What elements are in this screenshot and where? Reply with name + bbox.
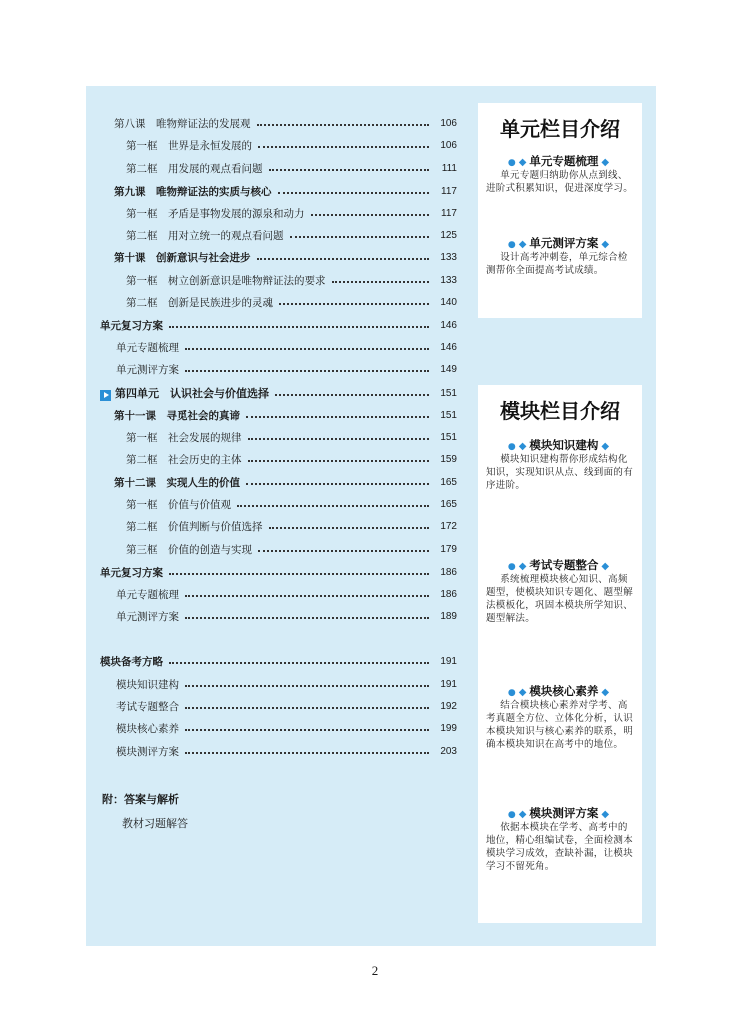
module-item-desc: 依据本模块在学考、高考中的地位，精心组编试卷，全面检测本模块学习成效，查缺补漏，让模块学习不留死角。 — [486, 822, 634, 872]
module-item-title: 模块测评方案 — [529, 806, 599, 820]
toc-page-number: 125 — [440, 230, 457, 241]
toc-entry-label: 第九课 唯物辩证法的实质与核心 — [114, 186, 272, 198]
unit-item-desc: 单元专题归纳助你从点到线、进阶式积累知识，促进深度学习。 — [486, 170, 634, 194]
toc-entry-label: 第三框 价值的创造与实现 — [126, 544, 252, 556]
toc-entry — [100, 562, 457, 584]
toc-leader-dots — [169, 662, 429, 664]
toc-page-number: 117 — [441, 186, 457, 197]
toc-entry — [126, 203, 457, 225]
toc-page-number: 133 — [440, 252, 457, 263]
toc-entry — [100, 651, 457, 673]
module-item-title: 考试专题整合 — [529, 558, 599, 572]
toc-page-number: 165 — [440, 499, 457, 510]
toc-leader-dots — [185, 595, 429, 597]
toc-entry-label: 第一框 世界是永恒发展的 — [126, 140, 252, 152]
toc-entry — [100, 315, 457, 337]
appendix-item: 教材习题解答 — [122, 817, 188, 830]
toc-page-number: 159 — [440, 454, 457, 465]
toc-entry-label: 第二框 用对立统一的观点看问题 — [126, 230, 284, 242]
toc-entry — [116, 696, 457, 718]
unit-item-title: 单元专题梳理 — [529, 154, 599, 168]
toc-leader-dots — [257, 258, 430, 260]
toc-leader-dots — [269, 169, 430, 171]
toc-entry — [126, 158, 457, 180]
module-intro-item: ● ◆ 模块核心素养 ◆ 结合模块核心素养对学考、高考真题全方位、立体化分析，认识本模块知识与核心素养的联系，明确本模块知识在高考中的地位。 — [478, 683, 642, 751]
toc-page-number: 199 — [440, 723, 457, 734]
toc-entry — [114, 247, 457, 269]
unit-intro-item: ● ◆ 单元专题梳理 ◆ 单元专题归纳助你从点到线、进阶式积累知识，促进深度学习。 — [478, 153, 642, 195]
unit-intro-card — [478, 103, 642, 318]
toc-entry-label: 单元专题梳理 — [116, 342, 179, 354]
toc-leader-dots — [246, 416, 429, 418]
toc-page-number: 203 — [440, 746, 457, 757]
toc-page-number: 191 — [440, 656, 457, 667]
toc-entry — [126, 135, 457, 157]
toc-page-number: 165 — [440, 477, 457, 488]
toc-page-number: 186 — [440, 589, 457, 600]
toc-page-number: 179 — [440, 544, 457, 555]
toc-entry-label: 单元测评方案 — [116, 364, 179, 376]
toc-entry-label: 单元复习方案 — [100, 567, 163, 579]
toc-entry-label: 第二框 社会历史的主体 — [126, 454, 242, 466]
toc-page-number: 106 — [440, 118, 457, 129]
toc-leader-dots — [248, 460, 430, 462]
appendix-title: 附：答案与解析 — [102, 793, 179, 806]
toc-leader-dots — [311, 214, 430, 216]
toc-page-number: 106 — [440, 140, 457, 151]
module-item-desc: 系统梳理模块核心知识、高频题型，使模块知识专题化、题型解法模板化，巩固本模块所学知识、题型解法。 — [486, 574, 634, 624]
toc-entry — [116, 359, 457, 381]
toc-entry-label: 模块测评方案 — [116, 746, 179, 758]
toc-leader-dots — [248, 438, 430, 440]
toc-entry-label: 第四单元 认识社会与价值选择 — [115, 387, 269, 400]
toc-leader-dots — [169, 573, 429, 575]
toc-entry-label: 单元测评方案 — [116, 611, 179, 623]
toc-leader-dots — [290, 236, 430, 238]
toc-entry-label: 第二框 创新是民族进步的灵魂 — [126, 297, 273, 309]
module-intro-item: ● ◆ 考试专题整合 ◆ 系统梳理模块核心知识、高频题型，使模块知识专题化、题型解法模板化，巩固本模块所学知识、题型解法。 — [478, 557, 642, 625]
toc-entry-label: 第十一课 寻觅社会的真谛 — [114, 410, 240, 422]
toc-page-number: 172 — [440, 521, 457, 532]
toc-entry — [126, 494, 457, 516]
toc-page-number: 146 — [440, 320, 457, 331]
toc-leader-dots — [258, 146, 429, 148]
module-item-title: 模块核心素养 — [529, 684, 599, 698]
unit-intro-title: 单元栏目介绍 — [500, 117, 620, 141]
module-item-desc: 结合模块核心素养对学考、高考真题全方位、立体化分析，认识本模块知识与核心素养的联系，明确本模块知识在高考中的地位。 — [486, 700, 634, 750]
toc-leader-dots — [269, 527, 430, 529]
toc-entry — [126, 516, 457, 538]
toc-entry-label: 模块备考方略 — [100, 656, 163, 668]
toc-entry-label: 第一框 树立创新意识是唯物辩证法的要求 — [126, 275, 326, 287]
toc-page-number: 140 — [440, 297, 457, 308]
toc-entry-label: 第八课 唯物辩证法的发展观 — [114, 118, 251, 130]
module-intro-title: 模块栏目介绍 — [500, 399, 620, 423]
toc-leader-dots — [185, 752, 429, 754]
toc-page-number: 149 — [440, 364, 457, 375]
toc-entry-label: 第二框 价值判断与价值选择 — [126, 521, 263, 533]
toc-leader-dots — [237, 505, 429, 507]
toc-entry — [116, 674, 457, 696]
toc-entry-label: 模块知识建构 — [116, 679, 179, 691]
toc-leader-dots — [185, 729, 429, 731]
toc-page-number: 151 — [440, 432, 457, 443]
toc-entry — [114, 405, 457, 427]
toc-page-number: 192 — [440, 701, 457, 712]
module-intro-item: ● ◆ 模块测评方案 ◆ 依据本模块在学考、高考中的地位，精心组编试卷，全面检测本模块学习成效，查缺补漏，让模块学习不留死角。 — [478, 805, 642, 873]
toc-entry — [116, 718, 457, 740]
toc-entry-label: 第一框 社会发展的规律 — [126, 432, 242, 444]
toc-entry-label: 单元复习方案 — [100, 320, 163, 332]
toc-entry — [126, 225, 457, 247]
toc-page-number: 117 — [441, 208, 457, 219]
toc-leader-dots — [185, 685, 429, 687]
unit-item-title: 单元测评方案 — [529, 236, 599, 250]
toc-entry — [126, 270, 457, 292]
toc-page-number: 191 — [440, 679, 457, 690]
toc-entry — [126, 449, 457, 471]
toc-entry — [126, 539, 457, 561]
toc-leader-dots — [169, 326, 429, 328]
toc-leader-dots — [258, 550, 429, 552]
unit-intro-item: ● ◆ 单元测评方案 ◆ 设计高考冲刺卷，单元综合检测帮你全面提高考试成绩。 — [478, 235, 642, 277]
toc-leader-dots — [185, 348, 429, 350]
toc-leader-dots — [246, 483, 429, 485]
toc-page-number: 133 — [440, 275, 457, 286]
toc-leader-dots — [278, 192, 430, 194]
toc-entry — [116, 337, 457, 359]
toc-leader-dots — [185, 617, 429, 619]
page-number: 2 — [371, 963, 379, 978]
toc-entry-label: 第一框 矛盾是事物发展的源泉和动力 — [126, 208, 305, 220]
module-intro-item: ● ◆ 模块知识建构 ◆ 模块知识建构帮你形成结构化知识，实现知识从点、线到面的有序进阶。 — [478, 437, 642, 492]
toc-entry — [116, 606, 457, 628]
toc-entry — [114, 472, 457, 494]
toc-entry-label: 模块核心素养 — [116, 723, 179, 735]
toc-entry-label: 考试专题整合 — [116, 701, 179, 713]
toc-leader-dots — [332, 281, 430, 283]
toc-entry-label: 第二框 用发展的观点看问题 — [126, 163, 263, 175]
toc-entry — [114, 113, 457, 135]
toc-page-number: 111 — [441, 163, 457, 174]
toc-page-number: 146 — [440, 342, 457, 353]
unit-item-desc: 设计高考冲刺卷，单元综合检测帮你全面提高考试成绩。 — [486, 252, 628, 276]
toc-entry — [126, 427, 457, 449]
toc-page-number: 189 — [440, 611, 457, 622]
toc-page-number: 151 — [440, 388, 457, 399]
toc-entry-label: 第一框 价值与价值观 — [126, 499, 231, 511]
toc-page-number: 186 — [440, 567, 457, 578]
play-icon — [100, 390, 111, 401]
toc-leader-dots — [185, 370, 429, 372]
module-intro-card — [478, 385, 642, 923]
toc-leader-dots — [257, 124, 430, 126]
toc-leader-dots — [185, 707, 429, 709]
toc-page-number: 151 — [440, 410, 457, 421]
toc-entry-label: 单元专题梳理 — [116, 589, 179, 601]
toc-entry — [116, 741, 457, 763]
toc-entry-label: 第十二课 实现人生的价值 — [114, 477, 240, 489]
toc-leader-dots — [275, 394, 429, 396]
toc-entry — [114, 181, 457, 203]
toc-leader-dots — [279, 303, 429, 305]
module-item-desc: 模块知识建构帮你形成结构化知识，实现知识从点、线到面的有序进阶。 — [486, 454, 634, 491]
toc-entry-label: 第十课 创新意识与社会进步 — [114, 252, 251, 264]
toc-entry — [116, 584, 457, 606]
toc-entry — [126, 292, 457, 314]
toc-entry — [100, 383, 457, 405]
module-item-title: 模块知识建构 — [529, 438, 599, 452]
